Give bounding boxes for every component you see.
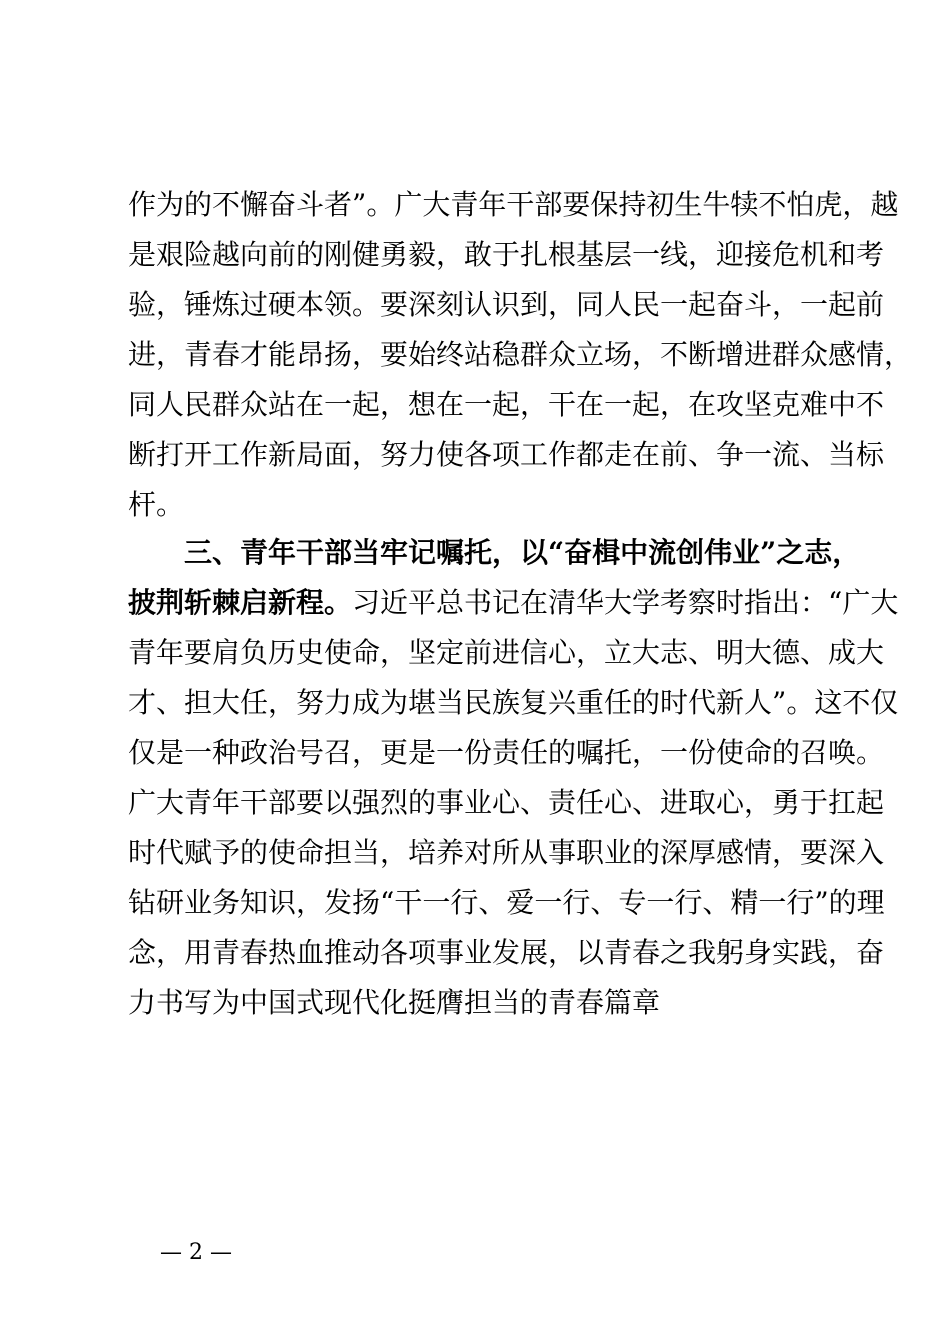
paragraph-2-line-9: 念，用青春热血推动各项事业发展，以青春之我躬身实践，奋 [128, 936, 885, 969]
paragraph-1-line-7: 杆。 [128, 488, 185, 521]
paragraph-1-line-2: 是艰险越向前的刚健勇毅，敢于扎根基层一线，迎接危机和考 [128, 238, 885, 271]
paragraph-2-line-10: 力书写为中国式现代化挺膺担当的青春篇章 [128, 986, 661, 1019]
paragraph-2-line-6: 广大青年干部要以强烈的事业心、责任心、进取心，勇于扛起 [128, 786, 885, 819]
paragraph-1-line-6: 断打开工作新局面，努力使各项工作都走在前、争一流、当标 [128, 438, 885, 471]
paragraph-2-line-2-text: 习近平总书记在清华大学考察时指出：“广大 [352, 586, 899, 619]
paragraph-1-line-5: 同人民群众站在一起，想在一起，干在一起，在攻坚克难中不 [128, 388, 885, 421]
section-heading: 三、青年干部当牢记嘱托，以“奋楫中流创伟业”之志， [184, 536, 861, 569]
page-number: — 2 — [160, 1240, 232, 1265]
paragraph-2-line-4: 才、担大任，努力成为堪当民族复兴重任的时代新人”。这不仅 [128, 686, 899, 719]
paragraph-2-line-5: 仅是一种政治号召，更是一份责任的嘱托，一份使命的召唤。 [128, 736, 885, 769]
section-heading-continuation: 披荆斩棘启新程。 [128, 586, 353, 619]
paragraph-1-line-3: 验，锤炼过硬本领。要深刻认识到，同人民一起奋斗，一起前 [128, 288, 885, 321]
paragraph-2-line-2 [128, 578, 899, 628]
paragraph-1-line-1: 作为的不懈奋斗者”。广大青年干部要保持初生牛犊不怕虎，越 [128, 188, 899, 221]
paragraph-2-line-3: 青年要肩负历史使命，坚定前进信心，立大志、明大德、成大 [128, 636, 885, 669]
paragraph-2-line-8: 钻研业务知识，发扬“干一行、爱一行、专一行、精一行”的理 [128, 886, 885, 919]
paragraph-1-line-4: 进，青春才能昂扬，要始终站稳群众立场，不断增进群众感情， [128, 338, 913, 371]
paragraph-2-line-7: 时代赋予的使命担当，培养对所从事职业的深厚感情，要深入 [128, 836, 885, 869]
